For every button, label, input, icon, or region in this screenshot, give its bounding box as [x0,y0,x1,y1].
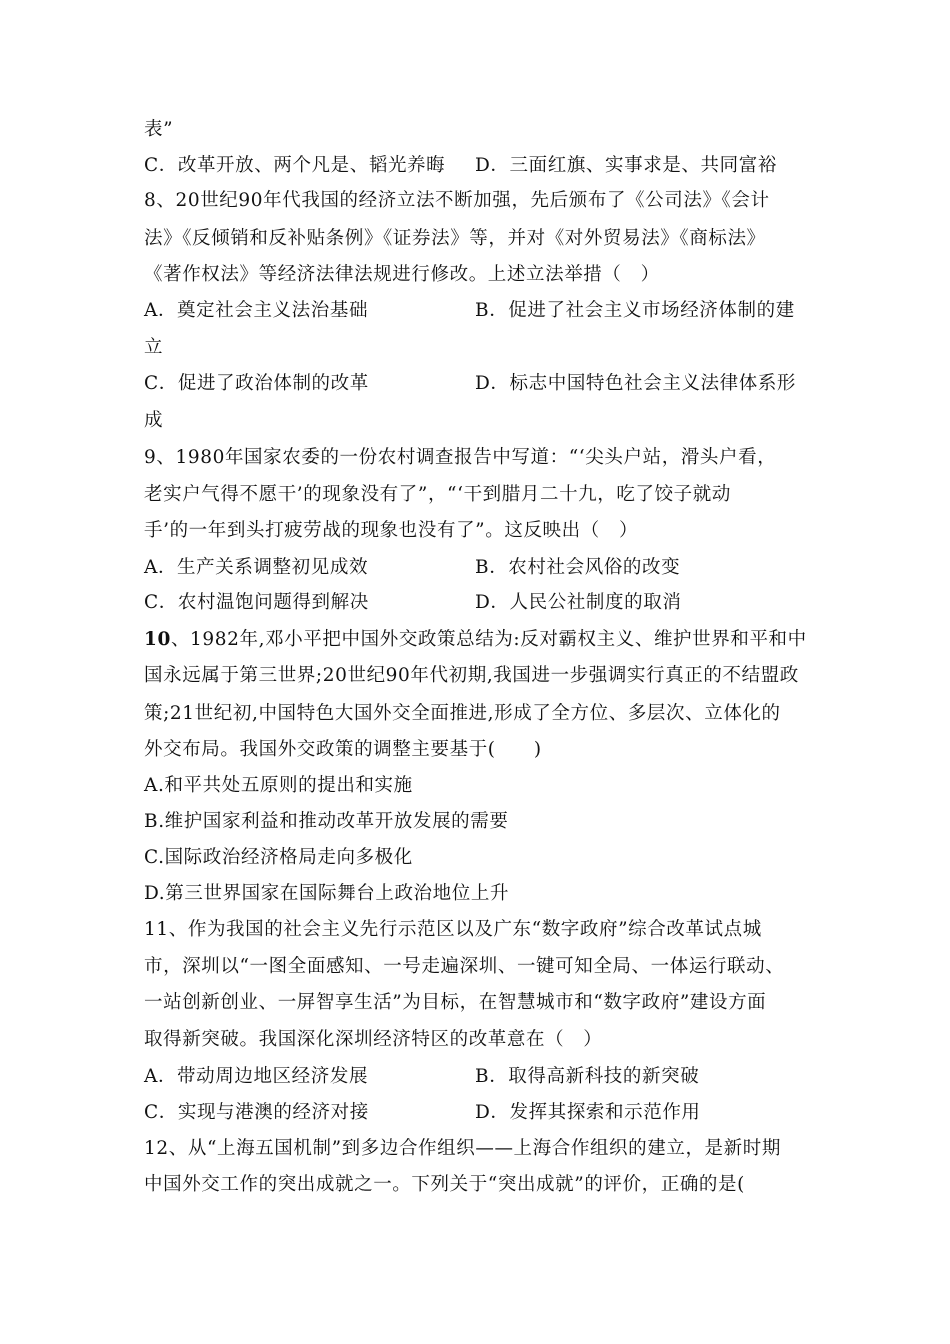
q9-stem-line-1: 9、1980年国家农委的一份农村调查报告中写道：“‘尖头户站，滑头户看， [144,447,777,468]
q11-option-b: B．取得高新科技的新突破 [475,1066,700,1087]
q8-option-b-wrap: 立 [144,337,164,358]
q11-option-c: C．实现与港澳的经济对接 [144,1102,369,1123]
q9-stem-line-3: 手’的一年到头打疲劳战的现象也没有了”。这反映出（ ） [144,520,639,541]
q7-option-c: C．改革开放、两个凡是、韬光养晦 [144,155,446,176]
q10-stem-line-1 [144,628,807,652]
q9-stem-line-2: 老实户气得不愿干’的现象没有了”，“‘干到腊月二十九，吃了饺子就动 [144,484,731,505]
q10-number: 10 [144,629,171,650]
q10-option-c: C.国际政治经济格局走向多极化 [144,847,413,868]
q10-option-a: A.和平共处五原则的提出和实施 [144,775,413,796]
q8-stem-line-2: 法》《反倾销和反补贴条例》《证券法》等，并对《对外贸易法》《商标法》 [144,228,766,249]
q8-option-c: C．促进了政治体制的改革 [144,373,369,394]
q8-option-d: D．标志中国特色社会主义法律体系形 [475,373,797,394]
q8-stem-line-1: 8、20世纪90年代我国的经济立法不断加强，先后颁布了《公司法》《会计 [144,190,770,211]
q8-option-d-wrap: 成 [144,410,164,431]
q11-stem-line-3: 一站创新创业、一屏智享生活”为目标，在智慧城市和“数字政府”建设方面 [144,992,767,1013]
q8-stem-line-3: 《著作权法》等经济法律法规进行修改。上述立法举措（ ） [144,264,660,285]
text-line: 表” [144,119,174,140]
q9-option-b: B．农村社会风俗的改变 [475,557,681,578]
q10-stem-line-2: 国永远属于第三世界;20世纪90年代初期,我国进一步强调实行真正的不结盟政 [144,665,799,686]
q10-option-b: B.维护国家利益和推动改革开放发展的需要 [144,811,509,832]
q10-option-d: D.第三世界国家在国际舞台上政治地位上升 [144,883,510,904]
q11-option-d: D．发挥其探索和示范作用 [475,1102,701,1123]
q9-option-c: C．农村温饱问题得到解决 [144,592,369,613]
q7-option-d: D．三面红旗、实事求是、共同富裕 [475,155,777,176]
q8-option-a: A．奠定社会主义法治基础 [144,300,369,321]
q9-option-a: A．生产关系调整初见成效 [144,557,369,578]
q11-stem-line-1: 11、作为我国的社会主义先行示范区以及广东“数字政府”综合改革试点城 [144,919,762,940]
q10-stem-text: 、1982年,邓小平把中国外交政策总结为:反对霸权主义、维护世界和平和中 [170,629,807,650]
q10-stem-line-3: 策;21世纪初,中国特色大国外交全面推进,形成了全方位、多层次、立体化的 [144,703,781,724]
q9-option-d: D．人民公社制度的取消 [475,592,682,613]
q8-option-b: B．促进了社会主义市场经济体制的建 [475,300,795,321]
q10-stem-line-4: 外交布局。我国外交政策的调整主要基于( ) [144,739,542,760]
q11-option-a: A．带动周边地区经济发展 [144,1066,369,1087]
q12-stem-line-2: 中国外交工作的突出成就之一。下列关于“突出成就”的评价，正确的是( [144,1174,745,1195]
q12-stem-line-1: 12、从“上海五国机制”到多边合作组织——上海合作组织的建立，是新时期 [144,1138,781,1159]
q11-stem-line-4: 取得新突破。我国深化深圳经济特区的改革意在（ ） [144,1029,603,1050]
q11-stem-line-2: 市，深圳以“一图全面感知、一号走遍深圳、一键可知全局、一体运行联动、 [144,956,785,977]
